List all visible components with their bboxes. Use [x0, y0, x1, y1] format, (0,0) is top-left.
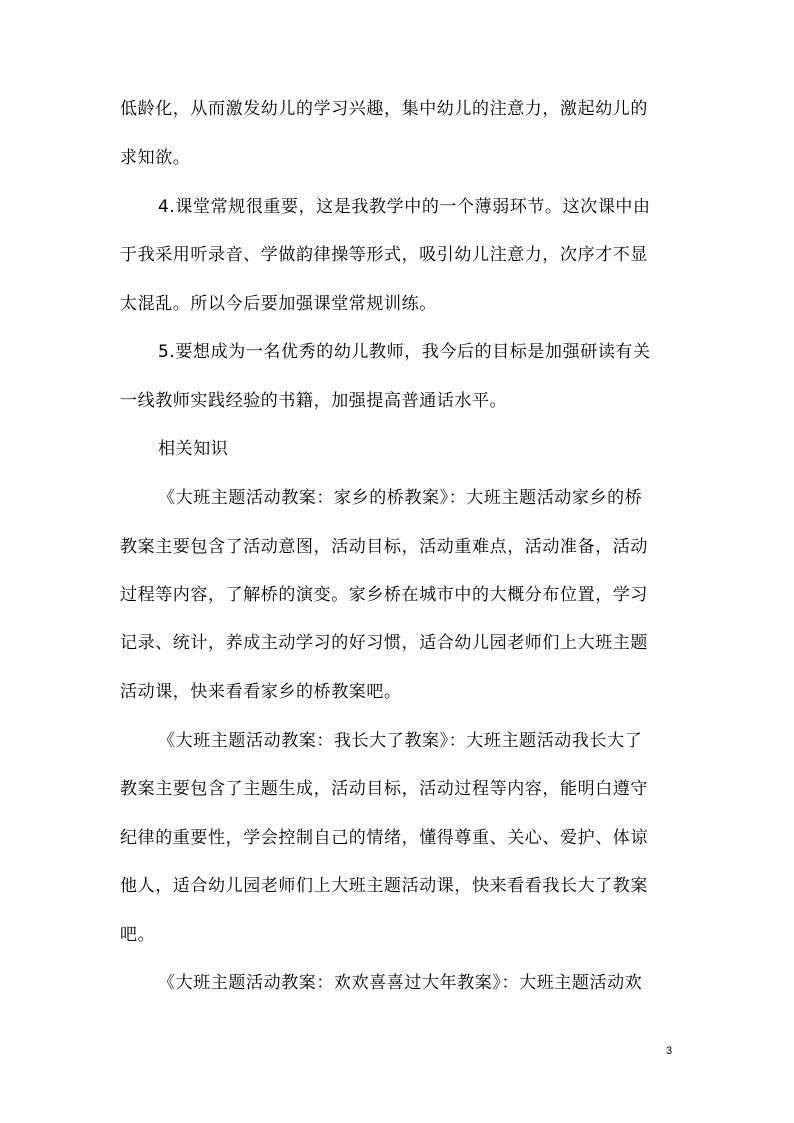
text-line: 一线教师实践经验的书籍，加强提高普通话水平。: [120, 391, 508, 411]
paragraph-start-line: 《大班主题活动教案：家乡的桥教案》：大班主题活动家乡的桥: [158, 488, 643, 508]
paragraph-start-line: 4.课堂常规很重要，这是我教学中的一个薄弱环节。这次课中由: [158, 197, 651, 217]
text-line: 教案主要包含了主题生成，活动目标，活动过程等内容，能明白遵守: [120, 779, 648, 799]
paragraph-start-line: 5.要想成为一名优秀的幼儿教师，我今后的目标是加强研读有关: [158, 342, 651, 362]
text-line: 太混乱。所以今后要加强课堂常规训练。: [120, 294, 437, 314]
text-line: 于我采用听录音、学做韵律操等形式，吸引幼儿注意力，次序才不显: [120, 245, 648, 265]
page-number: 3: [666, 1045, 673, 1057]
text-line: 他人，适合幼儿园老师们上大班主题活动课，快来看看我长大了教案: [120, 876, 648, 896]
text-line: 纪律的重要性，学会控制自己的情绪，懂得尊重、关心、爱护、体谅: [120, 828, 648, 848]
paragraph-start-line: 《大班主题活动教案：欢欢喜喜过大年教案》：大班主题活动欢: [158, 973, 643, 993]
section-heading: 相关知识: [158, 439, 229, 459]
text-line: 活动课，快来看看家乡的桥教案吧。: [120, 682, 402, 702]
text-line: 吧。: [120, 925, 156, 945]
text-line: 求知欲。: [120, 148, 191, 168]
text-line: 教案主要包含了活动意图，活动目标，活动重难点，活动准备，活动: [120, 537, 648, 557]
text-line: 过程等内容，了解桥的演变。家乡桥在城市中的大概分布位置，学习: [120, 585, 648, 605]
text-line: 低龄化，从而激发幼儿的学习兴趣，集中幼儿的注意力，激起幼儿的: [120, 99, 648, 119]
paragraph-start-line: 《大班主题活动教案：我长大了教案》：大班主题活动我长大了: [158, 731, 643, 751]
text-line: 记录、统计，养成主动学习的好习惯，适合幼儿园老师们上大班主题: [120, 633, 648, 653]
